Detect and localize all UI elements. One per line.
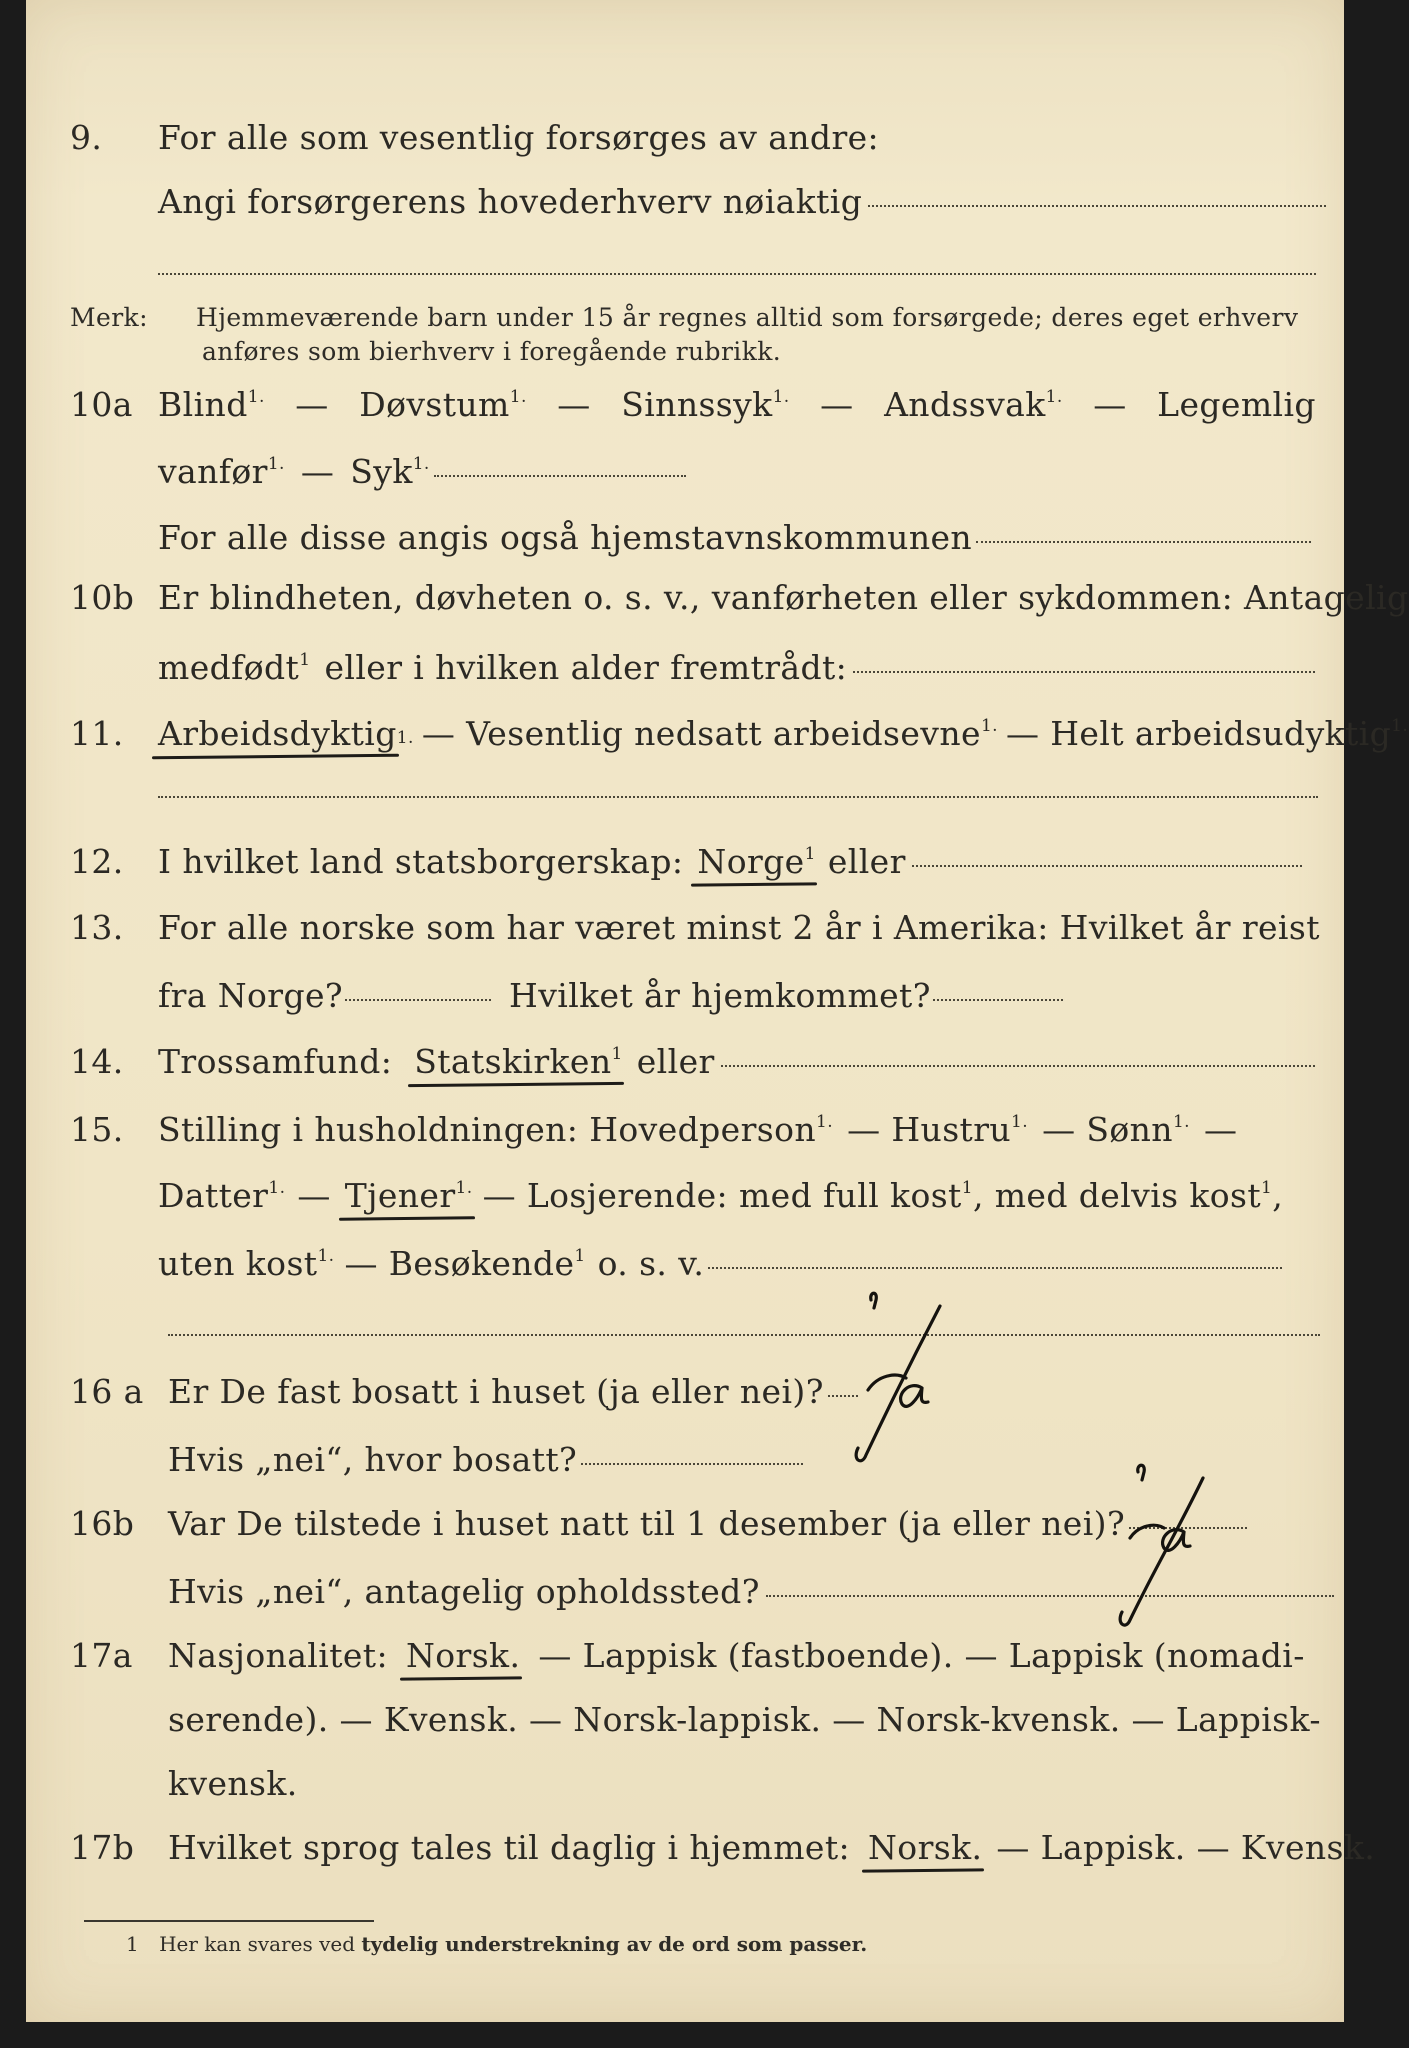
q10b-line-2 (158, 648, 1315, 688)
q10b-answer-field[interactable] (853, 671, 1315, 673)
q16a-hvor-bosatt: Hvis „nei“, hvor bosatt? (168, 1440, 578, 1479)
q10b-rest-text: eller i hvilken alder fremtrådt: (324, 648, 848, 687)
option-sinnssyk[interactable]: Sinnssyk$^{1.}$ (621, 385, 790, 424)
q10a-dash-4: — (1093, 385, 1127, 424)
q15-dash-end: — (1203, 1110, 1238, 1149)
merk-line-2: anføres som bierhverv i foregående rubrikk. (202, 337, 782, 366)
trossamfund-field[interactable] (721, 1065, 1315, 1067)
option-legemlig[interactable]: Legemlig (1157, 385, 1316, 424)
option-medfodt[interactable]: medfødt$^1$ (158, 648, 311, 687)
q17a-options-1: — Lappisk (fastboende). — Lappisk (nomadi- (538, 1636, 1305, 1675)
option-norge[interactable]: Norge$^1$ (697, 842, 816, 881)
footnote-text: Her kan svares ved (159, 1932, 356, 1956)
option-datter[interactable]: Datter$^{1.}$ (158, 1176, 286, 1215)
reist-ar-field[interactable] (345, 999, 491, 1001)
question-number-15: 15. (70, 1110, 124, 1149)
q13-line-2 (158, 976, 1063, 1016)
q15-osv: o. s. v. (597, 1244, 705, 1283)
option-vanfor[interactable]: vanfør$^{1.}$ (158, 452, 285, 491)
option-norsk-nasjonalitet[interactable]: Norsk. (406, 1636, 521, 1675)
q13-hjemkommet: Hvilket år hjemkommet? (509, 976, 931, 1015)
q14-text: Trossamfund: (158, 1042, 393, 1081)
q9-answer-line-2[interactable] (158, 273, 1316, 275)
option-nedsatt-arbeidsevne[interactable]: — Vesentlig nedsatt arbeidsevne$^{1.}$ (421, 714, 998, 753)
q9-line-2 (158, 182, 1326, 222)
question-number-12: 12. (70, 842, 124, 881)
q10a-syk-field[interactable] (434, 475, 686, 477)
option-sonn[interactable]: — Sønn$^{1.}$ (1042, 1110, 1190, 1149)
q9-line-2-text: Angi forsørgerens hovederhverv nøiaktig (158, 182, 863, 221)
footnote (126, 1932, 867, 1956)
question-number-16a: 16 a (70, 1372, 144, 1411)
q10a-dash-5: — (300, 452, 335, 491)
option-andssvak[interactable]: Andssvak$^{1.}$ (884, 385, 1063, 424)
bosatt-field[interactable] (581, 1463, 803, 1465)
q10a-line-2 (158, 452, 686, 492)
option-dovstum[interactable]: Døvstum$^{1.}$ (359, 385, 527, 424)
q16b-answer-field[interactable] (1129, 1527, 1247, 1529)
q16b-line-2 (168, 1572, 1334, 1612)
option-arbeidsudyktig[interactable]: — Helt arbeidsudyktig$^{1.}$ (1005, 714, 1409, 753)
question-number-13: 13. (70, 908, 124, 947)
statsborgerskap-field[interactable] (912, 865, 1302, 867)
q16a-answer-field[interactable] (828, 1395, 858, 1397)
q15-dash-tjener: — (297, 1176, 331, 1215)
q9-line-1: For alle som vesentlig forsørges av andre: (158, 118, 880, 157)
q16a-line-1 (168, 1372, 858, 1412)
q10a-dash-2: — (557, 385, 591, 424)
question-number-16b: 16b (70, 1504, 135, 1543)
q16a-question: Er De fast bosatt i huset (ja eller nei)? (168, 1372, 824, 1411)
q15-line-2 (158, 1176, 1283, 1216)
q12-line (158, 842, 1302, 882)
q11-answer-line[interactable] (158, 796, 1318, 798)
opholdssted-field[interactable] (766, 1595, 1334, 1597)
q15-line-3 (158, 1244, 1282, 1284)
question-number-17a: 17a (70, 1636, 133, 1675)
q13-fra-norge: fra Norge? (158, 976, 344, 1015)
question-number-11: 11. (70, 714, 124, 753)
q17b-question: Hvilket sprog tales til daglig i hjemmet: (168, 1828, 851, 1867)
q12-text: I hvilket land statsborgerskap: (158, 842, 684, 881)
q15-line-1 (158, 1110, 1237, 1150)
stilling-field[interactable] (708, 1267, 1282, 1269)
question-number-9: 9. (70, 118, 103, 157)
option-statskirken[interactable]: Statskirken$^1$ (414, 1042, 623, 1081)
option-blind[interactable]: Blind$^{1.}$ (158, 385, 265, 424)
footnote-mark: 1 (126, 1932, 139, 1956)
q16b-line-1 (168, 1504, 1247, 1544)
q17a-line-3: kvensk. (168, 1764, 298, 1803)
q17b-line (168, 1828, 1375, 1868)
q15-answer-line[interactable] (168, 1334, 1320, 1336)
q9-answer-field[interactable] (868, 205, 1326, 207)
question-number-17b: 17b (70, 1828, 135, 1867)
q16b-question: Var De tilstede i huset natt til 1 desember (ja eller nei)? (168, 1504, 1126, 1543)
q16b-opholdssted: Hvis „nei“, antagelig opholdssted? (168, 1572, 760, 1611)
q10b-line-1: Er blindheten, døvheten o. s. v., vanførheten eller sykdommen: Antagelig (158, 578, 1409, 617)
q17a-line-1 (168, 1636, 1305, 1676)
hjemstavnskommune-field[interactable] (976, 541, 1311, 543)
footnote-bold-text: tydelig understrekning av de ord som passer. (361, 1932, 868, 1956)
q10a-hjemstavn-text: For alle disse angis også hjemstavnskommunen (158, 518, 973, 557)
q14-line (158, 1042, 1315, 1082)
handwritten-ja-16a (856, 1293, 940, 1461)
q17b-options: — Lappisk. — Kvensk. (996, 1828, 1376, 1867)
merk-line-1: Hjemmeværende barn under 15 år regnes alltid som forsørgede; deres eget erhverv (196, 303, 1299, 332)
question-number-10a: 10a (70, 385, 133, 424)
q10a-dash-3: — (820, 385, 854, 424)
q11-line-1: Arbeidsdyktig $^{1.}$ — Vesentlig nedsatt arbeidsevne$^{1.}$ — Helt arbeidsudyktig$^{1.}$ (158, 714, 1409, 753)
footnote-rule (84, 1920, 374, 1922)
option-hustru[interactable]: — Hustru$^{1.}$ (847, 1110, 1029, 1149)
q17a-line-2: serende). — Kvensk. — Norsk-lappisk. — Norsk-kvensk. — Lappisk- (168, 1700, 1321, 1739)
q17a-label: Nasjonalitet: (168, 1636, 388, 1675)
question-number-10b: 10b (70, 578, 135, 617)
q10a-dash-1: — (295, 385, 329, 424)
option-arbeidsdyktig[interactable]: Arbeidsdyktig (158, 714, 397, 753)
option-full-kost[interactable]: — Losjerende: med full kost$^1$ (482, 1176, 973, 1215)
q13-line-1: For alle norske som har været minst 2 år i Amerika: Hvilket år reist (158, 908, 1320, 947)
option-norsk-sprog[interactable]: Norsk. (868, 1828, 983, 1867)
option-tjener[interactable]: Tjener$^{1.}$ (344, 1176, 473, 1215)
option-besokende[interactable]: — Besøkende$^1$ (344, 1244, 586, 1283)
q16a-line-2 (168, 1440, 803, 1480)
option-delvis-kost[interactable]: , med delvis kost$^1$, (972, 1176, 1284, 1215)
q10a-line-3 (158, 518, 1311, 558)
hjemkommet-ar-field[interactable] (933, 999, 1063, 1001)
merk-label: Merk: (70, 303, 148, 332)
q14-eller: eller (636, 1042, 715, 1081)
question-number-14: 14. (70, 1042, 124, 1081)
option-syk[interactable]: Syk$^{1.}$ (350, 452, 430, 491)
option-uten-kost[interactable]: uten kost$^{1.}$ (158, 1244, 335, 1283)
q12-eller: eller (827, 842, 906, 881)
census-form-page (26, 0, 1409, 2022)
q10a-line-1 (158, 385, 1316, 425)
option-hovedperson[interactable]: Stilling i husholdningen: Hovedperson$^{1.}$ (158, 1110, 834, 1149)
